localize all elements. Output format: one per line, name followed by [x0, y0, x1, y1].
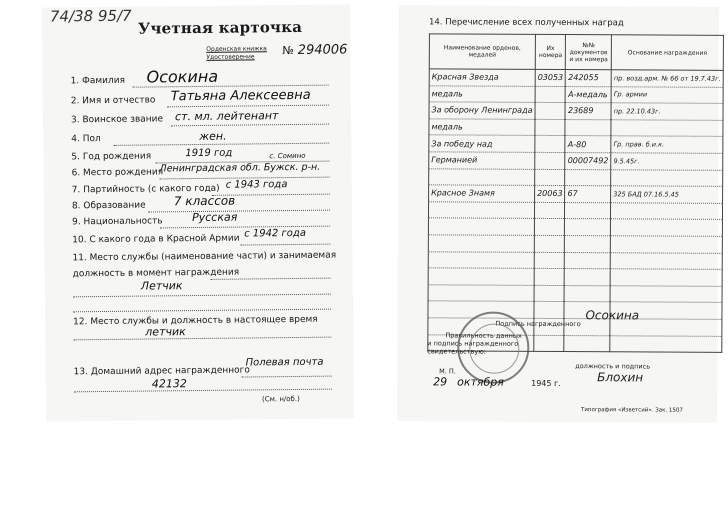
date-month: октября	[457, 375, 504, 389]
award-basis-cell	[611, 169, 723, 186]
field-line	[148, 210, 330, 213]
field-nationality-value: Русская	[191, 210, 238, 225]
award-basis-cell: пр. возд.арм. № 66 от 19.7.43г.	[611, 70, 723, 87]
document-number-cell	[565, 119, 611, 136]
awards-section-title: 14. Перечисление всех полученных наград	[428, 17, 624, 29]
awards-row	[428, 218, 722, 236]
award-number-cell	[535, 86, 566, 103]
document-number-cell: А-медаль	[566, 86, 612, 103]
document-number-cell	[565, 169, 611, 186]
document-number-cell: 67	[565, 186, 611, 203]
award-basis-cell	[610, 285, 722, 302]
field-surname-label: 1. Фамилия	[70, 75, 126, 87]
awards-table	[427, 33, 724, 356]
award-number-cell	[535, 103, 566, 120]
awards-header-row	[429, 34, 723, 71]
field-name-value: Татьяна Алексеевна	[170, 87, 311, 105]
order-book-line2: Удостоверение	[206, 53, 255, 61]
date-year-suffix: 5 г.	[546, 378, 561, 389]
order-book-label	[206, 45, 267, 62]
award-basis-cell: 325 БАД 07.16.5.45	[611, 186, 723, 203]
award-name-cell: Красная Звезда	[429, 69, 535, 86]
award-number-cell	[534, 252, 565, 269]
award-number-cell: 20063	[535, 186, 566, 203]
order-number	[282, 42, 347, 58]
correctness-line3: свидетельствую:	[427, 347, 486, 356]
award-number-cell	[535, 136, 566, 153]
field-birthplace-extra: с. Сомино	[269, 151, 306, 161]
registration-card-front	[42, 4, 354, 421]
awards-row	[428, 301, 722, 319]
field-birthyear-label: 5. Год рождения	[71, 151, 152, 163]
typography-note: Типография «Изветсий». Зак. 1507	[580, 407, 683, 414]
field-army-year-label: 10. С какого года в Красной Армии	[72, 233, 240, 246]
date-year	[531, 380, 561, 388]
order-number-label: №	[282, 43, 294, 58]
field-birthplace-label: 6. Место рождения	[71, 167, 164, 179]
field-rank-label: 3. Воинское звание	[70, 114, 164, 126]
header-award-name: Наименование орденов, медалей	[429, 34, 535, 70]
field-nationality-label: 9. Национальность	[72, 216, 163, 228]
header-award-number: Их номера	[535, 34, 566, 69]
document-number-cell	[565, 269, 611, 286]
award-name-cell	[428, 268, 534, 285]
awards-row	[428, 235, 722, 253]
field-current-service-label: 12. Место службы и должность в настоящее время	[73, 314, 318, 328]
award-number-cell	[534, 335, 565, 352]
awards-row	[429, 119, 723, 137]
award-name-cell	[428, 218, 534, 235]
field-address-value1: Полевая почта	[245, 356, 324, 369]
field-line	[242, 376, 332, 378]
document-number-cell	[564, 335, 610, 352]
award-basis-cell: Гр. армии	[611, 86, 723, 103]
award-name-cell	[429, 168, 535, 185]
award-number-cell	[534, 219, 565, 236]
correctness-line1: Правильность данных	[445, 331, 522, 340]
award-basis-cell	[610, 236, 722, 253]
signature-label: Подпись награжденного	[495, 319, 581, 329]
award-basis-cell: 9.5.45г.	[611, 153, 723, 170]
field-army-year-value: с 1942 года	[244, 227, 306, 240]
awards-row	[429, 185, 723, 203]
document-number-cell	[565, 202, 611, 219]
award-number-cell	[535, 119, 566, 136]
awards-row	[428, 268, 722, 286]
field-education-label: 8. Образование	[71, 200, 146, 212]
award-number-cell: 03053	[535, 69, 566, 86]
award-number-cell	[534, 235, 565, 252]
document-number-cell	[565, 252, 611, 269]
award-number-cell	[535, 152, 566, 169]
award-number-cell	[534, 285, 565, 302]
correctness-line2: и подпись награжденного	[427, 339, 519, 348]
award-basis-cell: Гр. прав. б.и.к.	[611, 136, 723, 153]
award-basis-cell: пр. 22.10.43г.	[611, 103, 723, 120]
official-stamp	[457, 311, 529, 383]
mp-label: М. П.	[439, 367, 456, 376]
award-name-cell	[428, 235, 534, 252]
card-title: Учетная карточка	[137, 17, 303, 38]
award-basis-cell	[610, 252, 722, 269]
field-line	[171, 124, 329, 127]
awards-row	[429, 152, 723, 170]
field-party-label: 7. Партийность (с какого года)	[71, 183, 220, 196]
registration-card-back	[397, 5, 719, 423]
award-name-cell: За оборону Ленинграда	[429, 102, 535, 119]
award-name-cell	[428, 202, 534, 219]
field-line	[74, 389, 332, 393]
date-day: 29	[433, 375, 448, 389]
field-line	[73, 309, 331, 313]
award-basis-cell	[610, 335, 722, 352]
field-name-label: 2. Имя и отчество	[70, 95, 156, 107]
field-service-value: Летчик	[140, 279, 183, 293]
award-basis-cell	[610, 269, 722, 286]
holder-signature: Осокина	[585, 308, 640, 323]
document-number-cell	[565, 219, 611, 236]
field-address-label: 13. Домашний адрес награжденного	[73, 365, 250, 378]
awards-row	[429, 85, 723, 103]
award-name-cell: За победу над	[429, 135, 535, 152]
field-address-value2: 42132	[151, 377, 187, 391]
field-line	[167, 105, 329, 108]
order-book-line1: Орденская книжка	[206, 45, 267, 53]
document-number-cell: 23689	[565, 103, 611, 120]
awards-row	[429, 69, 723, 87]
field-service-label-line2: должность в момент награждения	[72, 267, 240, 280]
footnote: (См. н/об.)	[261, 394, 300, 404]
award-name-cell: медаль	[429, 119, 535, 136]
header-document-number: №№ документов и их номера	[566, 35, 612, 70]
award-name-cell: Красное Знамя	[429, 185, 535, 202]
award-number-cell	[534, 202, 565, 219]
field-education-value: 7 классов	[173, 193, 236, 209]
field-surname-value: Осокина	[146, 66, 219, 87]
field-sex-label: 4. Пол	[71, 134, 101, 145]
award-number-cell	[535, 169, 566, 186]
official-signature: Блохин	[597, 370, 644, 385]
field-line	[113, 143, 329, 146]
order-number-value: 294006	[297, 42, 348, 58]
field-birthyear-value: 1919 год	[185, 147, 233, 160]
field-birthplace-value: Ленинградская обл. Бужск. р-н.	[159, 161, 321, 175]
field-line	[73, 294, 331, 298]
award-name-cell: Германией	[429, 152, 535, 169]
field-service-label-line1: 11. Место службы (наименование части) и занимаемая	[72, 250, 337, 264]
document-number-cell: 242055	[566, 70, 612, 87]
archive-note: 74/38 95/7	[49, 6, 132, 26]
award-basis-cell	[611, 203, 723, 220]
awards-row	[428, 251, 722, 269]
document-number-cell: А-80	[565, 136, 611, 153]
header-award-basis: Основание награждения	[611, 35, 723, 71]
award-name-cell: медаль	[429, 85, 535, 102]
award-basis-cell	[611, 219, 723, 236]
field-party-value: с 1943 года	[225, 179, 288, 191]
award-name-cell	[428, 285, 534, 302]
award-number-cell	[534, 269, 565, 286]
document-number-cell: 00007492	[565, 153, 611, 170]
field-line	[211, 278, 331, 280]
award-number-cell	[534, 302, 565, 319]
date-year-prefix: 194	[531, 378, 547, 388]
awards-row	[429, 102, 723, 120]
field-rank-value: ст. мл. лейтенант	[174, 109, 279, 124]
awards-row	[428, 285, 722, 303]
document-number-cell	[564, 285, 610, 302]
award-basis-cell	[611, 120, 723, 137]
field-sex-value: жен.	[199, 129, 227, 143]
field-line	[240, 244, 330, 246]
document-number-cell	[565, 235, 611, 252]
awards-row	[429, 135, 723, 153]
position-sign-label: должность и подпись	[575, 362, 651, 371]
field-current-service-value: летчик	[145, 325, 186, 339]
awards-row	[428, 202, 722, 220]
awards-row	[429, 168, 723, 186]
field-line	[73, 337, 331, 341]
award-name-cell	[428, 251, 534, 268]
